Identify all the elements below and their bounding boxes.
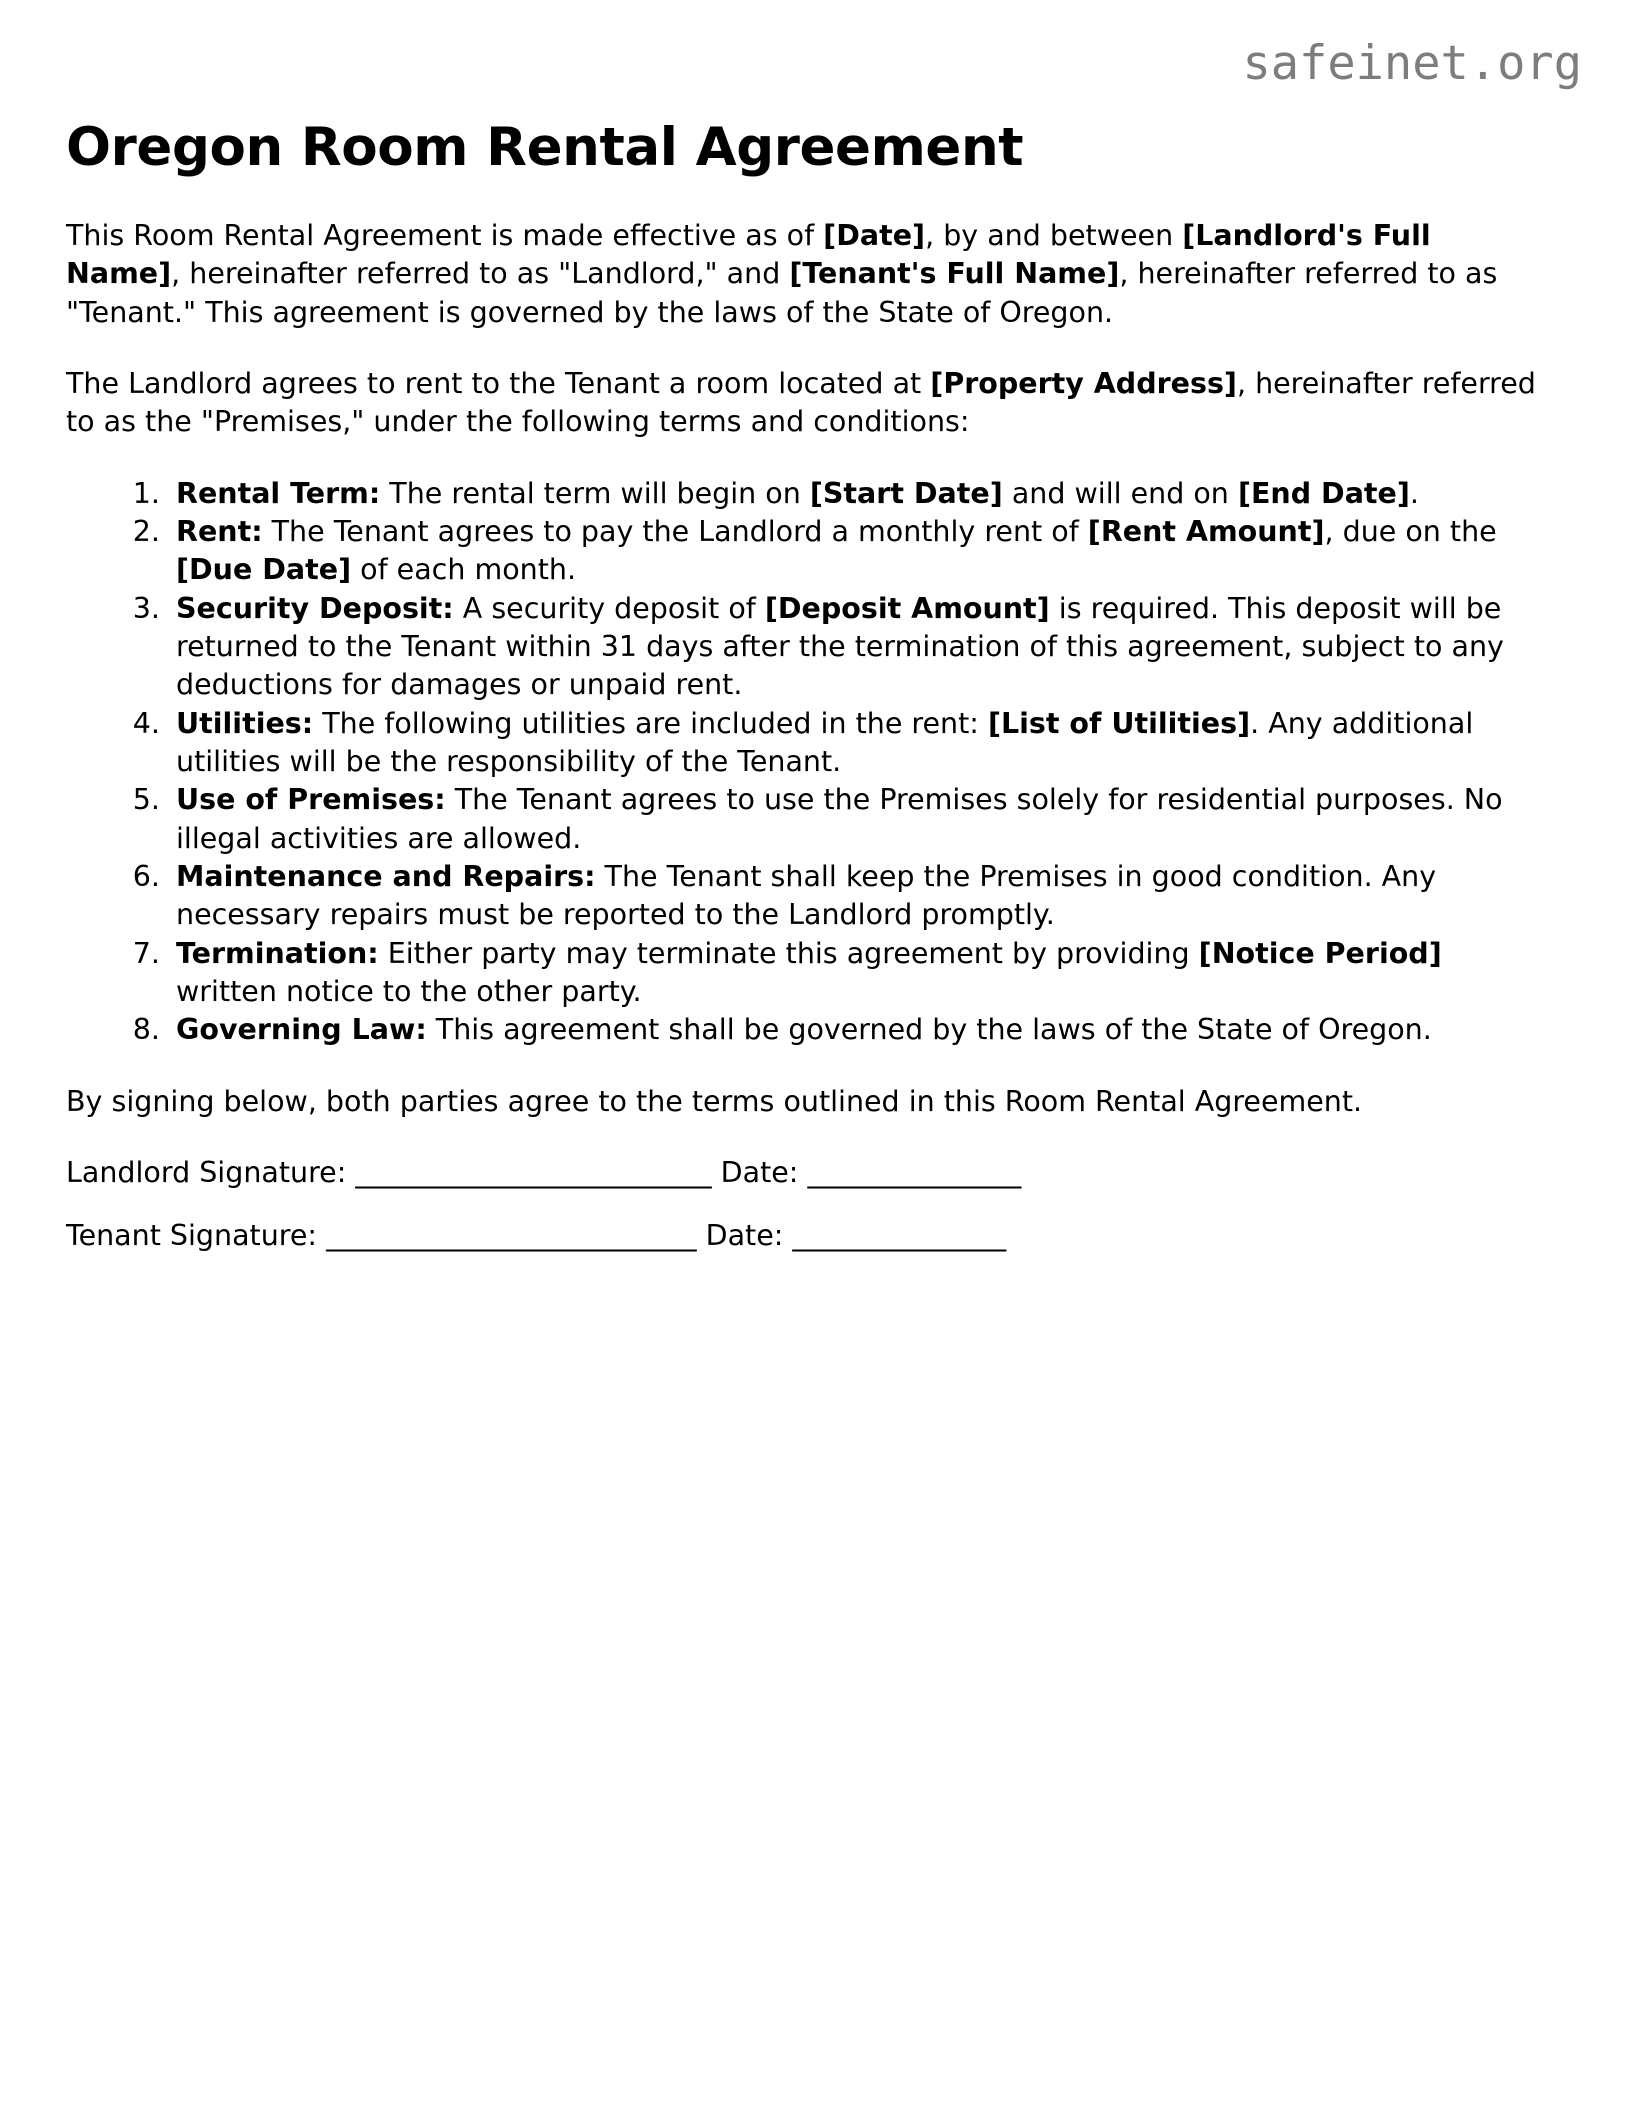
list-item: 7. Termination: Either party may terminate this agreement by providing [Notice Period] written notice to the other party. [169,935,1548,1012]
premises-paragraph: The Landlord agrees to rent to the Tenant a room located at [Property Address], hereinafter referred to as the "Premises," under the following terms and conditions: [66,366,1536,439]
list-item: 3. Security Deposit: A security deposit of [Deposit Amount] is required. This deposit will be returned to the Tenant within 31 days after the termination of this agreement, subject to any deductions for damages or unpaid rent. [169,590,1548,705]
document-body [66,118,1548,1255]
list-item: 1. Rental Term: The rental term will begin on [Start Date] and will end on [End Date]. [169,475,1548,513]
list-item: 2. Rent: The Tenant agrees to pay the Landlord a monthly rent of [Rent Amount], due on the [Due Date] of each month. [169,513,1548,590]
site-watermark: safeinet.org [1242,36,1582,91]
signature-block [66,1154,1548,1256]
list-item: 6. Maintenance and Repairs: The Tenant shall keep the Premises in good condition. Any necessary repairs must be reported to the Landlord promptly. [169,858,1548,935]
closing-paragraph: By signing below, both parties agree to the terms outlined in this Room Rental Agreement. [66,1084,1363,1118]
list-item: 8. Governing Law: This agreement shall be governed by the laws of the State of Oregon. [169,1011,1548,1049]
page-title: Oregon Room Rental Agreement [66,117,1024,178]
landlord-signature-line: Landlord Signature: _________________________ Date: _______________ [66,1155,1022,1189]
intro-paragraph: This Room Rental Agreement is made effective as of [Date], by and between [Landlord's Full Name], hereinafter referred to as "Landlord," and [Tenant's Full Name], hereinafter referred to as "Tenant." This agreement is governed by the laws of the State of Oregon. [66,218,1498,329]
tenant-signature-line: Tenant Signature: __________________________ Date: _______________ [66,1219,1007,1253]
list-item: 4. Utilities: The following utilities are included in the rent: [List of Utilities]. Any additional utilities will be the responsibility of the Tenant. [169,705,1548,782]
terms-list [66,475,1548,1050]
list-item: 5. Use of Premises: The Tenant agrees to use the Premises solely for residential purposes. No illegal activities are allowed. [169,781,1548,858]
